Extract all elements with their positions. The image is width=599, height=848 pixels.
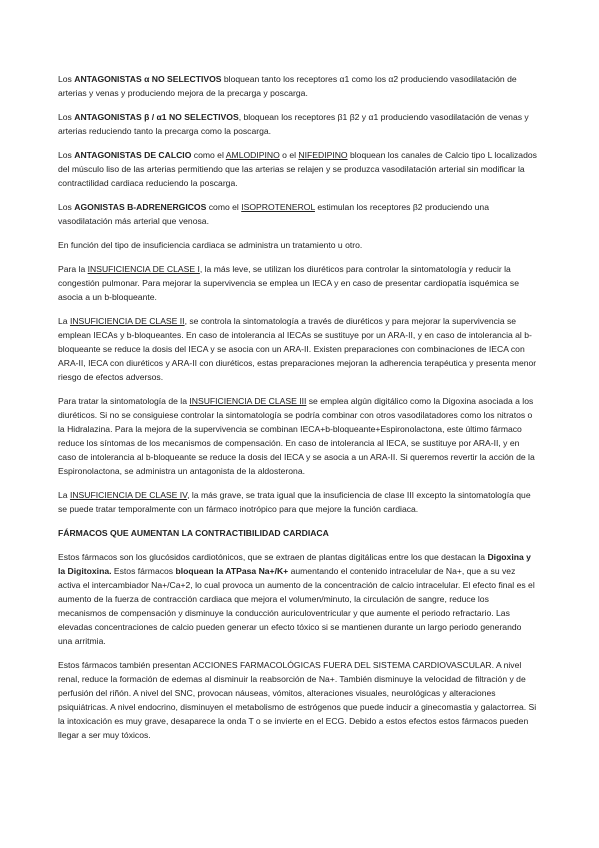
paragraph-calcium-antagonists (58, 148, 537, 190)
underlined-drug-name: AMLODIPINO (225, 150, 280, 160)
text-run: Para la (58, 264, 88, 274)
text-run: Los (58, 74, 75, 84)
text-run: La (58, 316, 70, 326)
paragraph-treatment-intro (58, 238, 537, 252)
bold-term: ANTAGONISTAS β / α1 NO SELECTIVOS (74, 112, 239, 122)
paragraph-beta-alpha-antagonists (58, 110, 537, 138)
text-run: , se controla la sintomatología a través de diuréticos y para mejorar la supervivencia se emplean IECAs y b-bloqueantes. En caso de intolerancia al IECAs se sustituye por un ARA-II, y en caso de intolerancia al b-bloqueante se reduce la dosis del IECA y se asocia con un ARA-II. Existen preparaciones con combinaciones de IECA con ARA-II, IECA con diuréticos y ARA-II con diuréticos, estas preparaciones mejoran la adherencia terapéutica y presenta menor riesgo de efectos adversos. (58, 316, 537, 382)
text-run: Los (58, 202, 75, 212)
text-run: como el (206, 202, 242, 212)
paragraph-beta-agonists (58, 200, 537, 228)
paragraph-class-iv (58, 488, 537, 516)
text-run: Los (58, 112, 75, 122)
bold-term: bloquean la ATPasa Na+/K+ (175, 566, 289, 576)
paragraph-alpha-antagonists (58, 72, 537, 100)
heading-text: FÁRMACOS QUE AUMENTAN LA CONTRACTIBILIDAD CARDIACA (58, 528, 329, 538)
bold-term: ANTAGONISTAS DE CALCIO (74, 150, 192, 160)
text-run: Para tratar la sintomatología de la (58, 396, 190, 406)
text-run: Estos fármacos (111, 566, 176, 576)
section-heading (58, 526, 537, 540)
paragraph-class-ii (58, 314, 537, 384)
text-run: o el (279, 150, 299, 160)
bold-term: AGONISTAS B-ADRENERGICOS (74, 202, 207, 212)
text-run: La (58, 490, 70, 500)
underlined-drug-name: NIFEDIPINO (298, 150, 348, 160)
text-run: Los (58, 150, 75, 160)
bold-term: ANTAGONISTAS α NO SELECTIVOS (74, 74, 222, 84)
text-run: Estos fármacos son los glucósidos cardiotónicos, que se extraen de plantas digitálicas entre los que destacan la (58, 552, 488, 562)
paragraph-extracardiac-actions (58, 658, 537, 742)
text-run: bloquean los canales de Calcio tipo L localizados del músculo liso de las arterias permitiendo que las arterias se relajen y se produzca vasodilatación arterial sin modificar la contractilidad cardiaca reduciendo la poscarga. (58, 150, 537, 188)
underlined-class-name: INSUFICIENCIA DE CLASE III (189, 396, 307, 406)
underlined-class-name: INSUFICIENCIA DE CLASE IV (69, 490, 188, 500)
underlined-drug-name: ISOPROTENEROL (241, 202, 315, 212)
text-run: En función del tipo de insuficiencia cardiaca se administra un tratamiento u otro. (58, 240, 363, 250)
text-run: como el (191, 150, 226, 160)
text-run: bloquean tanto los receptores α1 como los α2 produciendo vasodilatación de arterias y venas y produciendo mejora de la precarga y poscarga. (58, 74, 517, 98)
text-run: aumentando el contenido intracelular de Na+, que a su vez activa el intercambiador Na+/Ca+2, lo cual provoca un aumento de la concentración de calcio intracelular. El efecto final es el aumento de la fuerza de contracción cardiaca que mejora el volumen/minuto, la circulación de sangre, reduce los mecanismos de compensación y disminuye la conducción auriculoventricular y que aumente el periodo refractario. Las elevadas concentraciones de calcio pueden generar un efecto tóxico si se mantienen durante un largo periodo generando una arritmia. (58, 566, 535, 646)
underlined-class-name: INSUFICIENCIA DE CLASE I (87, 264, 200, 274)
text-run: , la más leve, se utilizan los diuréticos para controlar la sintomatología y reducir la congestión pulmonar. Para mejorar la supervivencia se emplea un IECA y en caso de presentar cardiopatía isquémica se asocia a un b-bloqueante. (58, 264, 519, 302)
paragraph-class-i (58, 262, 537, 304)
text-run: se emplea algún digitálico como la Digoxina asociada a los diuréticos. Si no se consiguiese controlar la sintomatología se podría combinar con otros vasodilatadores como los nitratos o la Hidralazina. Para la mejora de la supervivencia se combinan IECA+b-bloqueante+Espironolactona, este último fármaco reduce los síntomas de los mecanismos de compensación. En caso de intolerancia al IECA, se sustituye por ARA-II, y en caso de intolerancia al b-bloqueante se reduce la dosis del IECA y se asocia a un ARA-II. Si queremos revertir la acción de la Espironolactona, se administra un antagonista de la aldosterona. (58, 396, 535, 476)
bold-term: Digoxina y la Digitoxina. (58, 552, 531, 576)
paragraph-class-iii (58, 394, 537, 478)
text-run: estimulan los receptores β2 produciendo una vasodilatación más arterial que venosa. (58, 202, 489, 226)
text-run: , la más grave, se trata igual que la insuficiencia de clase III excepto la sintomatología que se puede tratar temporalmente con un fármaco inotrópico para que mejore la función cardiaca. (58, 490, 531, 514)
text-run: Estos fármacos también presentan ACCIONES FARMACOLÓGICAS FUERA DEL SISTEMA CARDIOVASCULAR. A nivel renal, reduce la formación de edemas al disminuir la reabsorción de Na+. También disminuye la velocidad de filtración y de perfusión del riñón. A nivel del SNC, provocan náuseas, vómitos, alteraciones visuales, neurológicas y alteraciones psiquiátricas. A nivel endocrino, disminuyen el metabolismo de estrógenos que puede inducir a ginecomastia y galactorrea. Si la intoxicación es muy grave, desaparece la onda T o se invierte en el ECG. Debido a estos efectos estos fármacos pueden llegar a ser muy tóxicos. (58, 660, 537, 740)
paragraph-cardiac-glycosides (58, 550, 537, 648)
text-run: , bloquean los receptores β1 β2 y α1 produciendo vasodilatación de venas y arterias reduciendo tanto la precarga como la poscarga. (58, 112, 529, 136)
underlined-class-name: INSUFICIENCIA DE CLASE II (69, 316, 185, 326)
